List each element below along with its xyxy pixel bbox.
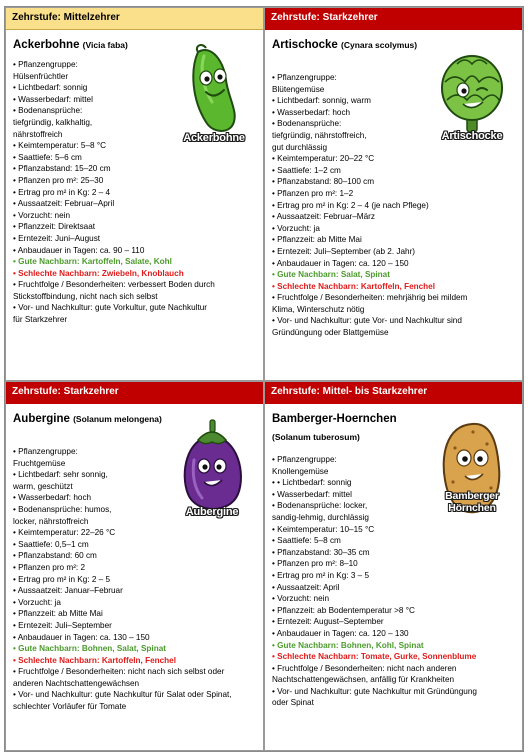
fact-line: • Bodenansprüche:: [272, 119, 342, 129]
plant-latin-name: (Vicia faba): [82, 40, 128, 50]
fact-line: • Lichtbedarf: sehr sonnig,: [13, 470, 108, 480]
plant-card-aubergine: [5, 381, 264, 751]
fact-line: • Pflanzabstand: 80–100 cm: [272, 177, 375, 187]
fact-line: • Vorzucht: ja: [13, 597, 61, 607]
fact-line: • Saattiefe: 0,5–1 cm: [13, 539, 89, 549]
fact-line: • Erntezeit: Juni–August: [13, 233, 101, 243]
fact-line: gut durchlässig: [272, 142, 328, 152]
fact-line: • Vorzucht: ja: [272, 223, 320, 233]
fact-line: sandig-lehmig, durchlässig: [272, 512, 369, 522]
fact-line: • Vor- und Nachkultur: gute Vor- und Nachkultur sind: [272, 316, 462, 326]
fact-line: • Anbaudauer in Tagen: ca. 130 – 150: [13, 632, 150, 642]
fact-line: • Aussaatzeit: Februar–April: [13, 199, 115, 209]
fact-line: Gründüngung oder Blattgemüse: [272, 328, 389, 338]
fact-line: Klima, Winterschutz nötig: [272, 304, 365, 314]
fact-line: • Aussaatzeit: Januar–Februar: [13, 586, 123, 596]
fact-line: Hülsenfrüchtler: [13, 71, 69, 81]
fact-line: • Vor- und Nachkultur: gute Vorkultur, gute Nachkultur: [13, 303, 208, 313]
bad-neighbors-line: • Schlechte Nachbarn: Kartoffeln, Fenchel: [13, 655, 177, 665]
fact-line: • Pflanzabstand: 15–20 cm: [13, 164, 111, 174]
fact-line: • Saattiefe: 5–6 cm: [13, 152, 82, 162]
fact-line: • Pflanzengruppe:: [272, 73, 337, 82]
fact-line: • Wasserbedarf: mittel: [272, 489, 352, 499]
fact-line: tiefgründig, kalkhaltig,: [13, 117, 93, 127]
good-neighbors-line: • Gute Nachbarn: Salat, Spinat: [272, 270, 390, 280]
fact-line: • Keimtemperatur: 22–26 °C: [13, 528, 116, 538]
fact-line: • Pflanzengruppe:: [13, 60, 78, 69]
mascot-label: Aubergine: [185, 506, 239, 518]
fact-line: • Pflanzengruppe:: [13, 447, 78, 456]
fact-line: • • Lichtbedarf: sonnig: [272, 478, 352, 488]
fact-line: • Pflanzzeit: ab Mitte Mai: [13, 609, 103, 619]
fact-line: • Vor- und Nachkultur: gute Nachkultur mit Gründüngung: [272, 686, 477, 696]
fact-line: nährstoffreich: [13, 129, 63, 139]
fact-line: • Pflanzengruppe:: [272, 455, 337, 464]
fact-line: • Bodenansprüche: locker,: [272, 501, 368, 511]
fact-line: • Pflanzen pro m²: 25–30: [13, 175, 104, 185]
fact-line: • Keimtemperatur: 5–8 °C: [13, 141, 107, 151]
fact-line: Knollengemüse: [272, 466, 329, 476]
plant-facts-list: [272, 454, 518, 709]
fact-line: • Ertrag pro m² in Kg: 2 – 4: [13, 187, 111, 197]
fact-line: • Ertrag pro m² in Kg: 3 – 5: [272, 570, 370, 580]
fact-line: Fruchtgemüse: [13, 458, 66, 468]
fact-line: • Saattiefe: 1–2 cm: [272, 165, 341, 175]
fact-line: oder Spinat: [272, 698, 314, 708]
fact-line: • Keimtemperatur: 20–22 °C: [272, 154, 375, 164]
plant-name: Ackerbohne: [13, 39, 80, 51]
fact-line: schlechter Vorläufer für Tomate: [13, 702, 127, 712]
fact-line: • Fruchtfolge / Besonderheiten: verbessert Boden durch: [13, 280, 215, 290]
fact-line: • Fruchtfolge / Besonderheiten: mehrjährig bei mildem: [272, 293, 468, 303]
good-neighbors-line: • Gute Nachbarn: Kartoffeln, Salate, Kohl: [13, 257, 172, 267]
plant-latin-name: (Solanum tuberosum): [272, 432, 360, 442]
fact-line: • Ertrag pro m² in Kg: 2 – 4 (je nach Pflege): [272, 200, 429, 210]
fact-line: • Fruchtfolge / Besonderheiten: nicht nach sich selbst oder: [13, 667, 225, 677]
fact-line: • Aussaatzeit: April: [272, 582, 340, 592]
fact-line: Blütengemüse: [272, 84, 325, 94]
card-header: Zehrstufe: Starkzehrer: [265, 8, 522, 30]
fact-line: • Pflanzabstand: 30–35 cm: [272, 547, 370, 557]
fact-line: • Bodenansprüche: humos,: [13, 504, 112, 514]
fact-line: • Saattiefe: 5–8 cm: [272, 536, 341, 546]
fact-line: • Pflanzzeit: ab Bodentemperatur >8 °C: [272, 605, 415, 615]
fact-line: locker, nährstoffreich: [13, 516, 89, 526]
mascot-label: Artischocke: [441, 130, 503, 142]
bad-neighbors-line: • Schlechte Nachbarn: Zwiebeln, Knoblauch: [13, 268, 184, 278]
fact-line: anderen Nachtschattengewächsen: [13, 678, 140, 688]
plant-name: Aubergine: [13, 413, 70, 425]
fact-line: • Pflanzen pro m²: 8–10: [272, 559, 358, 569]
fact-line: • Ertrag pro m² in Kg: 2 – 5: [13, 574, 111, 584]
plant-latin-name: (Cynara scolymus): [341, 40, 418, 50]
plant-facts-list: [13, 59, 259, 326]
plant-latin-name: (Solanum melongena): [73, 414, 162, 424]
mascot-label: Bamberger Hörnchen: [445, 490, 499, 514]
fact-line: • Anbaudauer in Tagen: ca. 90 – 110: [13, 245, 145, 255]
good-neighbors-line: • Gute Nachbarn: Bohnen, Salat, Spinat: [13, 644, 166, 654]
plant-card-bamberger-hoernchen: [264, 381, 523, 751]
card-header: Zehrstufe: Mittelzehrer: [6, 8, 263, 30]
mascot-label: Ackerbohne: [183, 132, 245, 144]
fact-line: • Vorzucht: nein: [272, 594, 330, 604]
fact-line: • Pflanzzeit: ab Mitte Mai: [272, 235, 362, 245]
plant-title: [272, 412, 442, 444]
fact-line: • Lichtbedarf: sonnig, warm: [272, 96, 371, 106]
fact-line: • Wasserbedarf: hoch: [13, 493, 92, 503]
fact-line: • Vorzucht: nein: [13, 210, 71, 220]
fact-line: • Bodenansprüche:: [13, 106, 83, 116]
fact-line: • Anbaudauer in Tagen: ca. 120 – 150: [272, 258, 409, 268]
card-header: Zehrstufe: Mittel- bis Starkzehrer: [265, 382, 522, 404]
good-neighbors-line: • Gute Nachbarn: Bohnen, Kohl, Spinat: [272, 640, 424, 650]
card-header: Zehrstufe: Starkzehrer: [6, 382, 263, 404]
fact-line: warm, geschützt: [13, 481, 73, 491]
fact-line: • Aussaatzeit: Februar–März: [272, 212, 375, 222]
plant-facts-list: [272, 72, 518, 339]
plant-title: [13, 38, 128, 52]
plant-card-artischocke: [264, 7, 523, 381]
fact-line: • Pflanzen pro m²: 2: [13, 562, 86, 572]
bad-neighbors-line: • Schlechte Nachbarn: Kartoffeln, Fenchel: [272, 281, 436, 291]
fact-line: für Starkzehrer: [13, 315, 68, 325]
fact-line: • Wasserbedarf: mittel: [13, 94, 93, 104]
bad-neighbors-line: • Schlechte Nachbarn: Tomate, Gurke, Sonnenblume: [272, 652, 477, 662]
fact-line: • Erntezeit: Juli–September (ab 2. Jahr): [272, 246, 416, 256]
plant-title: [13, 412, 173, 426]
fact-line: Stickstoffbindung, nicht nach sich selbst: [13, 291, 158, 301]
fact-line: • Fruchtfolge / Besonderheiten: nicht nach anderen: [272, 663, 457, 673]
plant-card-grid: [4, 6, 524, 752]
fact-line: • Erntezeit: Juli–September: [13, 620, 112, 630]
fact-line: • Pflanzzeit: Direktsaat: [13, 222, 96, 232]
plant-card-ackerbohne: [5, 7, 264, 381]
plant-name: Artischocke: [272, 39, 338, 51]
plant-name: Bamberger-Hoernchen: [272, 413, 397, 425]
fact-line: • Erntezeit: August–September: [272, 617, 384, 627]
fact-line: • Anbaudauer in Tagen: ca. 120 – 130: [272, 628, 409, 638]
plant-facts-list: [13, 446, 259, 713]
fact-line: tiefgründig, nährstoffreich,: [272, 130, 367, 140]
fact-line: • Lichtbedarf: sonnig: [13, 83, 88, 93]
fact-line: • Keimtemperatur: 10–15 °C: [272, 524, 375, 534]
fact-line: • Pflanzabstand: 60 cm: [13, 551, 97, 561]
fact-line: • Pflanzen pro m²: 1–2: [272, 188, 354, 198]
fact-line: • Wasserbedarf: hoch: [272, 107, 351, 117]
fact-line: Nachtschattengewächsen, anfällig für Krankheiten: [272, 675, 455, 685]
fact-line: • Vor- und Nachkultur: gute Nachkultur für Salat oder Spinat,: [13, 690, 232, 700]
